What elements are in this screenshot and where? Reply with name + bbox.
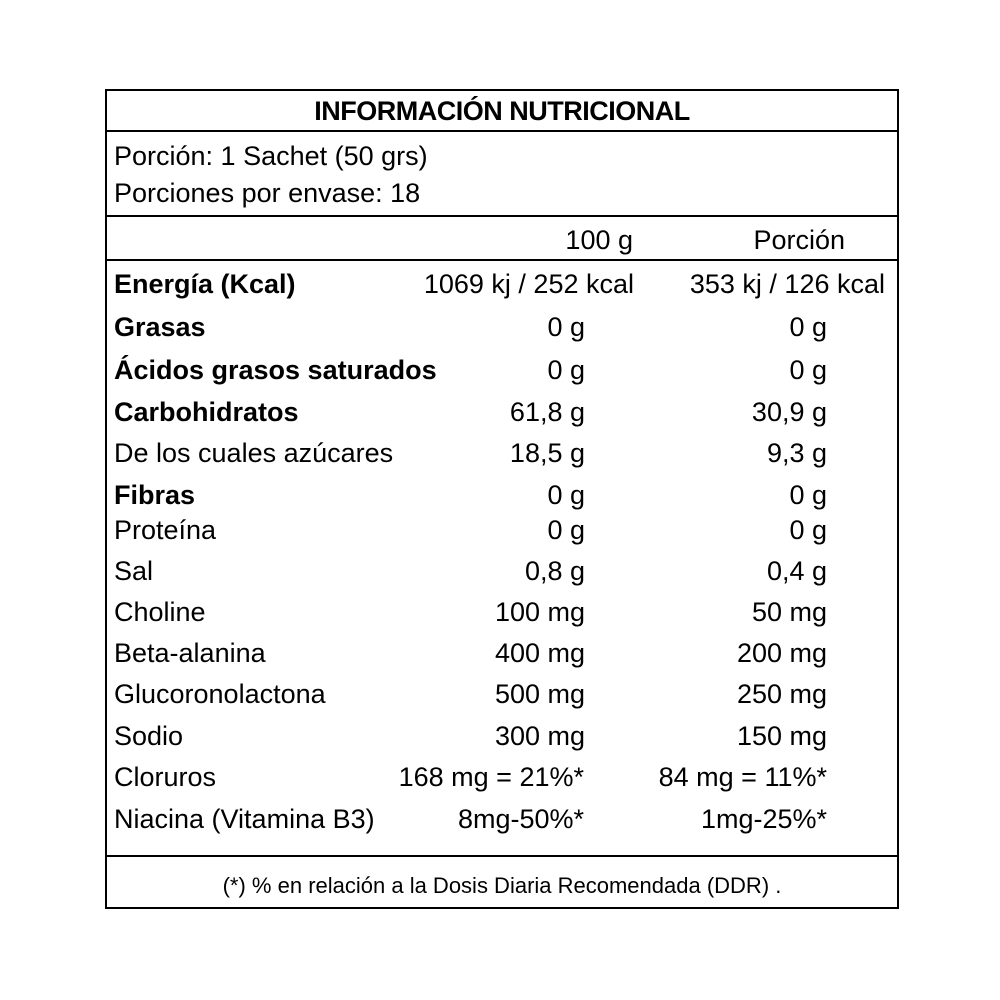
nutrient-value-per-serving: 353 kj / 126 kcal: [689, 269, 885, 299]
servings-per-container: Porciones por envase: 18: [114, 178, 421, 208]
nutrient-value-per-100g: 168 mg = 21%*: [398, 762, 584, 792]
nutrient-value-per-100g: 500 mg: [494, 679, 585, 709]
nutrient-value-per-serving: 30,9 g: [751, 397, 827, 427]
serving-size: Porción: 1 Sachet (50 grs): [114, 141, 428, 171]
nutrient-value-per-100g: 61,8 g: [509, 397, 585, 427]
nutrient-row-energy: [107, 269, 897, 305]
nutrient-row-glucuronolactone: [107, 679, 897, 715]
nutrient-row-choline: [107, 597, 897, 633]
nutrition-facts-label: [105, 89, 899, 909]
column-header-per-100g: 100 g: [565, 225, 633, 255]
nutrient-row-niacin: [107, 804, 897, 840]
divider-footnote: [107, 855, 897, 857]
nutrient-value-per-100g: 1069 kj / 252 kcal: [423, 269, 634, 299]
nutrient-name: Ácidos grasos saturados: [114, 355, 437, 385]
nutrient-name: Proteína: [114, 515, 217, 545]
nutrient-name: Energía (Kcal): [114, 269, 296, 299]
nutrient-value-per-100g: 8mg-50%*: [457, 804, 584, 834]
nutrient-value-per-serving: 84 mg = 11%*: [658, 762, 827, 792]
nutrient-row-beta-alanine: [107, 638, 897, 674]
nutrient-row-sugars: [107, 438, 897, 474]
nutrient-value-per-serving: 9,3 g: [766, 438, 827, 468]
nutrient-value-per-serving: 0 g: [789, 480, 827, 510]
nutrient-value-per-100g: 400 mg: [494, 638, 585, 668]
footnote: (*) % en relación a la Dosis Diaria Recomendada (DDR) .: [222, 873, 782, 898]
nutrient-value-per-serving: 200 mg: [736, 638, 827, 668]
nutrient-value-per-serving: 0 g: [789, 515, 827, 545]
nutrient-name: Carbohidratos: [114, 397, 299, 427]
nutrient-row-chlorides: [107, 762, 897, 798]
divider-title: [107, 130, 897, 132]
nutrient-row-fiber: [107, 480, 897, 516]
nutrient-row-salt: [107, 556, 897, 592]
nutrient-row-saturated-fat: [107, 355, 897, 391]
nutrient-name: Niacina (Vitamina B3): [114, 804, 375, 834]
nutrient-value-per-serving: 250 mg: [736, 679, 827, 709]
nutrient-row-sodium: [107, 721, 897, 757]
nutrient-name: Glucoronolactona: [114, 679, 326, 709]
nutrient-name: Sal: [114, 556, 154, 586]
nutrient-name: De los cuales azúcares: [114, 438, 394, 468]
nutrient-value-per-100g: 0,8 g: [524, 556, 585, 586]
nutrient-value-per-serving: 0,4 g: [766, 556, 827, 586]
label-title: INFORMACIÓN NUTRICIONAL: [314, 96, 690, 126]
nutrient-name: Grasas: [114, 312, 206, 342]
nutrient-name: Fibras: [114, 480, 196, 510]
nutrient-value-per-serving: 0 g: [789, 312, 827, 342]
nutrient-value-per-100g: 0 g: [547, 515, 585, 545]
divider-header: [107, 259, 897, 261]
nutrient-value-per-100g: 0 g: [547, 312, 585, 342]
nutrient-value-per-100g: 18,5 g: [509, 438, 585, 468]
nutrient-name: Beta-alanina: [114, 638, 266, 668]
nutrient-value-per-serving: 1mg-25%*: [700, 804, 827, 834]
nutrient-value-per-100g: 300 mg: [494, 721, 585, 751]
nutrient-name: Sodio: [114, 721, 184, 751]
nutrient-value-per-100g: 0 g: [547, 480, 585, 510]
divider-servings: [107, 215, 897, 217]
nutrient-value-per-100g: 0 g: [547, 355, 585, 385]
nutrient-value-per-100g: 100 mg: [494, 597, 585, 627]
column-header-per-serving: Porción: [753, 225, 845, 255]
nutrient-value-per-serving: 150 mg: [736, 721, 827, 751]
nutrient-value-per-serving: 50 mg: [751, 597, 827, 627]
nutrient-name: Choline: [114, 597, 206, 627]
nutrient-name: Cloruros: [114, 762, 217, 792]
nutrient-row-carbohydrates: [107, 397, 897, 433]
nutrient-row-fat: [107, 312, 897, 348]
nutrient-row-protein: [107, 515, 897, 551]
nutrient-value-per-serving: 0 g: [789, 355, 827, 385]
